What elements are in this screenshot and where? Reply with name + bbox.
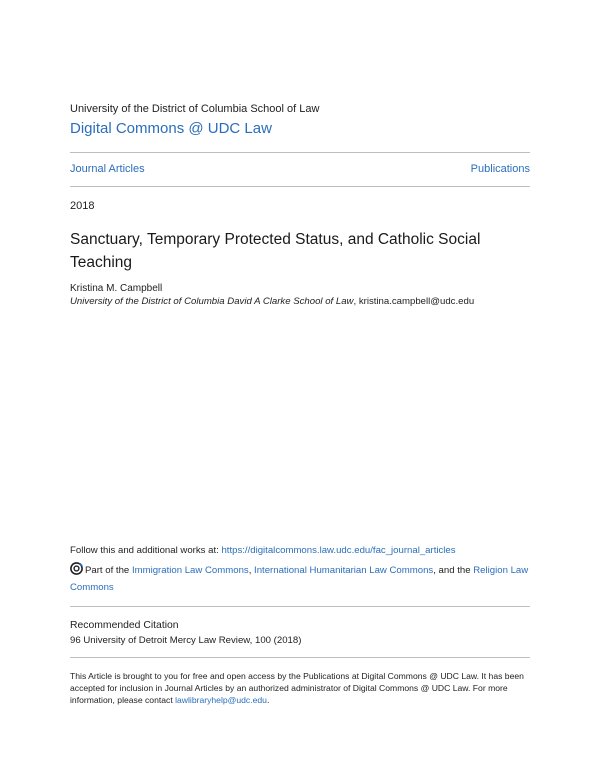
author-name: Kristina M. Campbell: [70, 283, 163, 294]
journal-articles-link[interactable]: Journal Articles: [70, 163, 145, 175]
institution-name: University of the District of Columbia School of Law: [70, 103, 320, 115]
creative-commons-icon: [70, 562, 83, 575]
divider: [70, 606, 530, 607]
follow-prefix: Follow this and additional works at:: [70, 545, 219, 556]
citation-text: 96 University of Detroit Mercy Law Review, 100 (2018): [70, 635, 302, 646]
religion-law-commons-link[interactable]: Religion Law Commons: [70, 565, 529, 593]
article-title: Sanctuary, Temporary Protected Status, and Catholic Social Teaching: [70, 231, 481, 271]
comma: ,: [353, 296, 359, 307]
publication-year: 2018: [70, 200, 95, 212]
separator: ,: [248, 565, 252, 576]
immigration-law-commons-link[interactable]: Immigration Law Commons: [131, 565, 249, 576]
affiliation-text: University of the District of Columbia David A Clarke School of Law: [70, 296, 354, 307]
divider: [70, 152, 530, 153]
follow-line: [70, 545, 456, 556]
citation-heading: Recommended Citation: [70, 620, 179, 631]
part-of-line: [70, 562, 530, 596]
period: .: [266, 695, 270, 705]
access-notice: [70, 670, 530, 706]
repository-link[interactable]: Digital Commons @ UDC Law: [70, 120, 272, 137]
divider: [70, 186, 530, 187]
collection-url-link[interactable]: https://digitalcommons.law.udc.edu/fac_journal_articles: [221, 545, 456, 556]
author-affiliation: [70, 296, 474, 307]
divider: [70, 657, 530, 658]
separator: , and the: [433, 565, 471, 576]
publications-link[interactable]: Publications: [470, 163, 530, 175]
part-of-prefix: Part of the: [85, 565, 130, 576]
contact-email-link[interactable]: lawlibraryhelp@udc.edu: [175, 695, 267, 705]
international-humanitarian-law-commons-link[interactable]: International Humanitarian Law Commons: [254, 565, 434, 576]
author-email: kristina.campbell@udc.edu: [358, 296, 475, 307]
access-notice-text: This Article is brought to you for free and open access by the Publications at Digital Commons @ UDC Law. It has been accepted for inclusion in Journal Articles by an authorized administrator of Digital Commons @ UDC Law. For more information, please contact: [70, 671, 524, 705]
